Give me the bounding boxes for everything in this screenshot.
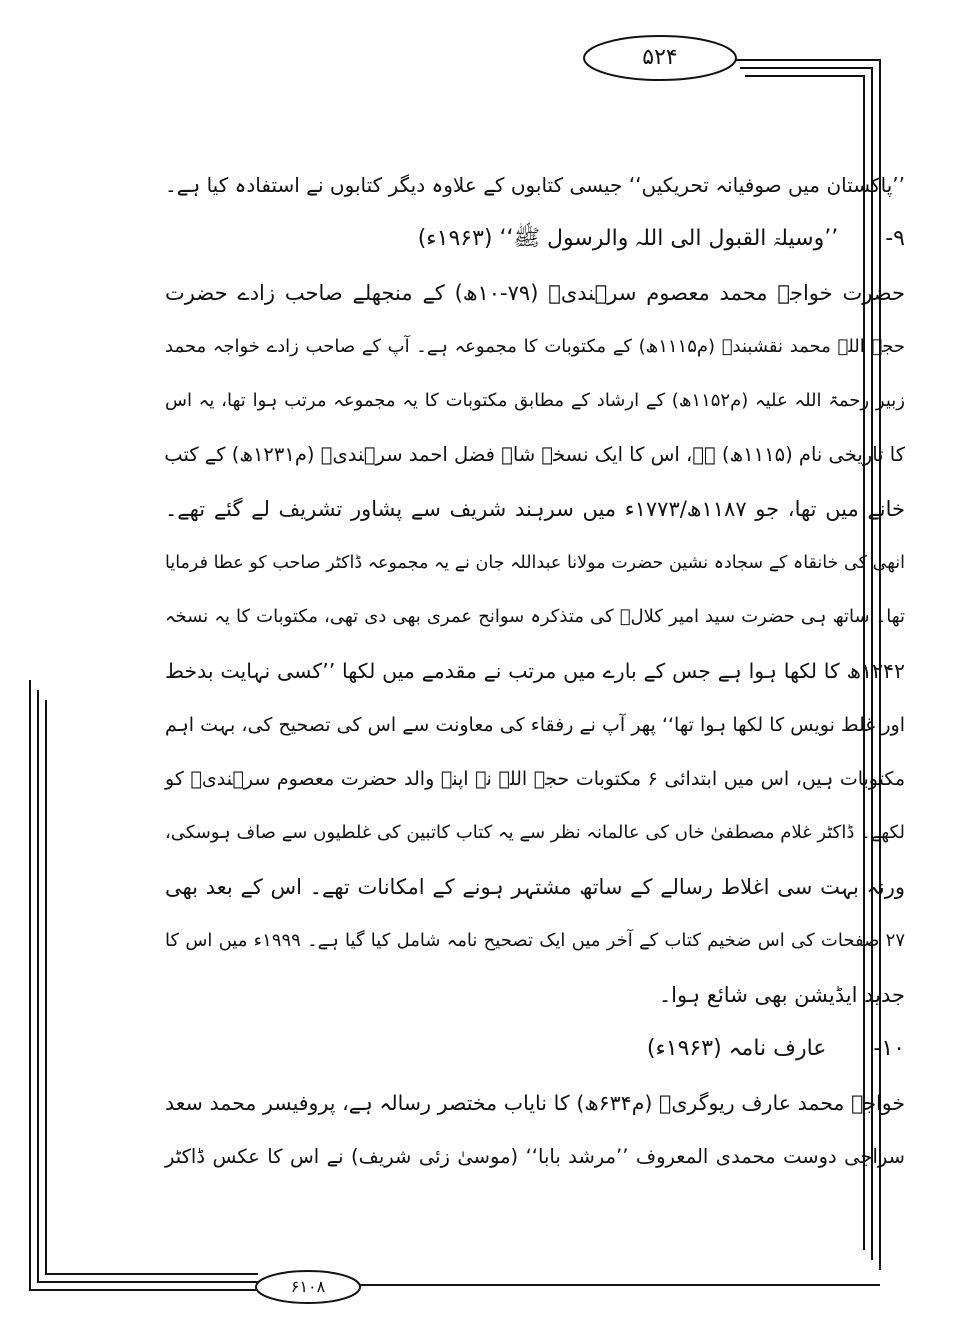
heading-number: ۱۰-: [873, 1036, 905, 1061]
text-line: ۲۷ صفحات کی اس ضخیم کتاب کے آخر میں ایک تصحیح نامہ شامل کیا گیا ہے۔ ۱۹۹۹ء میں اس کا: [165, 930, 905, 951]
text-line: ’’پاکستان میں صوفیانہ تحریکیں‘‘ جیسی کتابوں کے علاوہ دیگر کتابوں نے استفادہ کیا ہے۔: [165, 173, 905, 197]
text-line: حجۃ اللہ محمد نقشبندؒ (م۱۱۱۵ھ) کے مکتوبات کا مجموعہ ہے۔ آپ کے صاحب زادے خواجہ محمد: [165, 336, 906, 357]
text-line: ۱۲۴۲ھ کا لکھا ہوا ہے جس کے بارے میں مرتب نے مقدمے میں لکھا ’’کسی نہایت بدخط: [165, 659, 905, 683]
text-line: خواجہ محمد عارف ریوگریؒ (م۶۳۴ھ) کا نایاب مختصر رسالہ ہے، پروفیسر محمد سعد: [165, 1091, 906, 1115]
page-number-top: ۵۲۴: [642, 45, 678, 70]
text-line: لکھے۔ ڈاکٹر غلام مصطفیٰ خاں کی عالمانہ نظر سے یہ کتاب کاتبین کی غلطیوں سے صاف ہوسکی،: [165, 822, 905, 843]
text-line: زبیر رحمۃ اللہ علیہ (م۱۱۵۲ھ) کے ارشاد کے مطابق مکتوبات کا یہ مجموعہ مرتب ہوا تھا، یہ اس: [165, 390, 905, 411]
text-line: اور غلط نویس کا لکھا ہوا تھا‘‘ پھر آپ نے رفقاء کی معاونت سے اس کی تصحیح کی، بہت اہم: [165, 714, 905, 736]
heading-title: ’’وسیلۃ القبول الی اللہ والرسول ﷺ‘‘ (۱۹۶۳ء): [417, 226, 839, 251]
section-heading-10: [165, 1022, 905, 1076]
text-line: ورنہ بہت سی اغلاط رسالے کے ساتھ مشتہر ہونے کے امکانات تھے۔ اس کے بعد بھی: [165, 875, 905, 899]
text-line: انھی کی خانقاہ کے سجادہ نشین حضرت مولانا عبداللہ جان نے یہ مجموعہ ڈاکٹر صاحب کو عطا فرمایا: [165, 553, 905, 573]
text-line: سراجی دوست محمدی المعروف ’’مرشد بابا‘‘ (موسیٰ زئی شریف) نے اس کا عکس ڈاکٹر: [165, 1145, 905, 1168]
text-line: تھا۔ ساتھ ہی حضرت سید امیر کلالؒ کی متذکرہ سوانح عمری بھی دی تھی، مکتوبات کا یہ نسخہ: [165, 606, 905, 627]
heading-number: ۹-: [885, 226, 905, 251]
page-number-bottom: ۶۱۰۸: [290, 1277, 326, 1296]
text-line: مکتوبات ہیں، اس میں ابتدائی ۶ مکتوبات حجۃ اللہ نے اپنے والد حضرت معصوم سرہندیؒ کو: [165, 768, 905, 790]
text-line: خانے میں تھا، جو ۱۱۸۷ھ/۱۷۷۳ء میں سرہند شریف سے پشاور تشریف لے گئے تھے۔: [165, 497, 905, 521]
heading-title: عارف نامہ (۱۹۶۳ء): [646, 1036, 827, 1061]
section-heading-9: [165, 212, 905, 266]
text-line: حضرت خواجہ محمد معصوم سرہندیؒ (۷۹-۱۰ھ) کے منجھلے صاحب زادے حضرت: [165, 281, 905, 305]
text-line: جدید ایڈیشن بھی شائع ہوا۔: [658, 983, 905, 1007]
text-line: کا تاریخی نام (۱۱۱۵ھ) ہے، اس کا ایک نسخہ شاہ فضل احمد سرہندیؒ (م۱۲۳۱ھ) کے کتب: [164, 443, 905, 466]
